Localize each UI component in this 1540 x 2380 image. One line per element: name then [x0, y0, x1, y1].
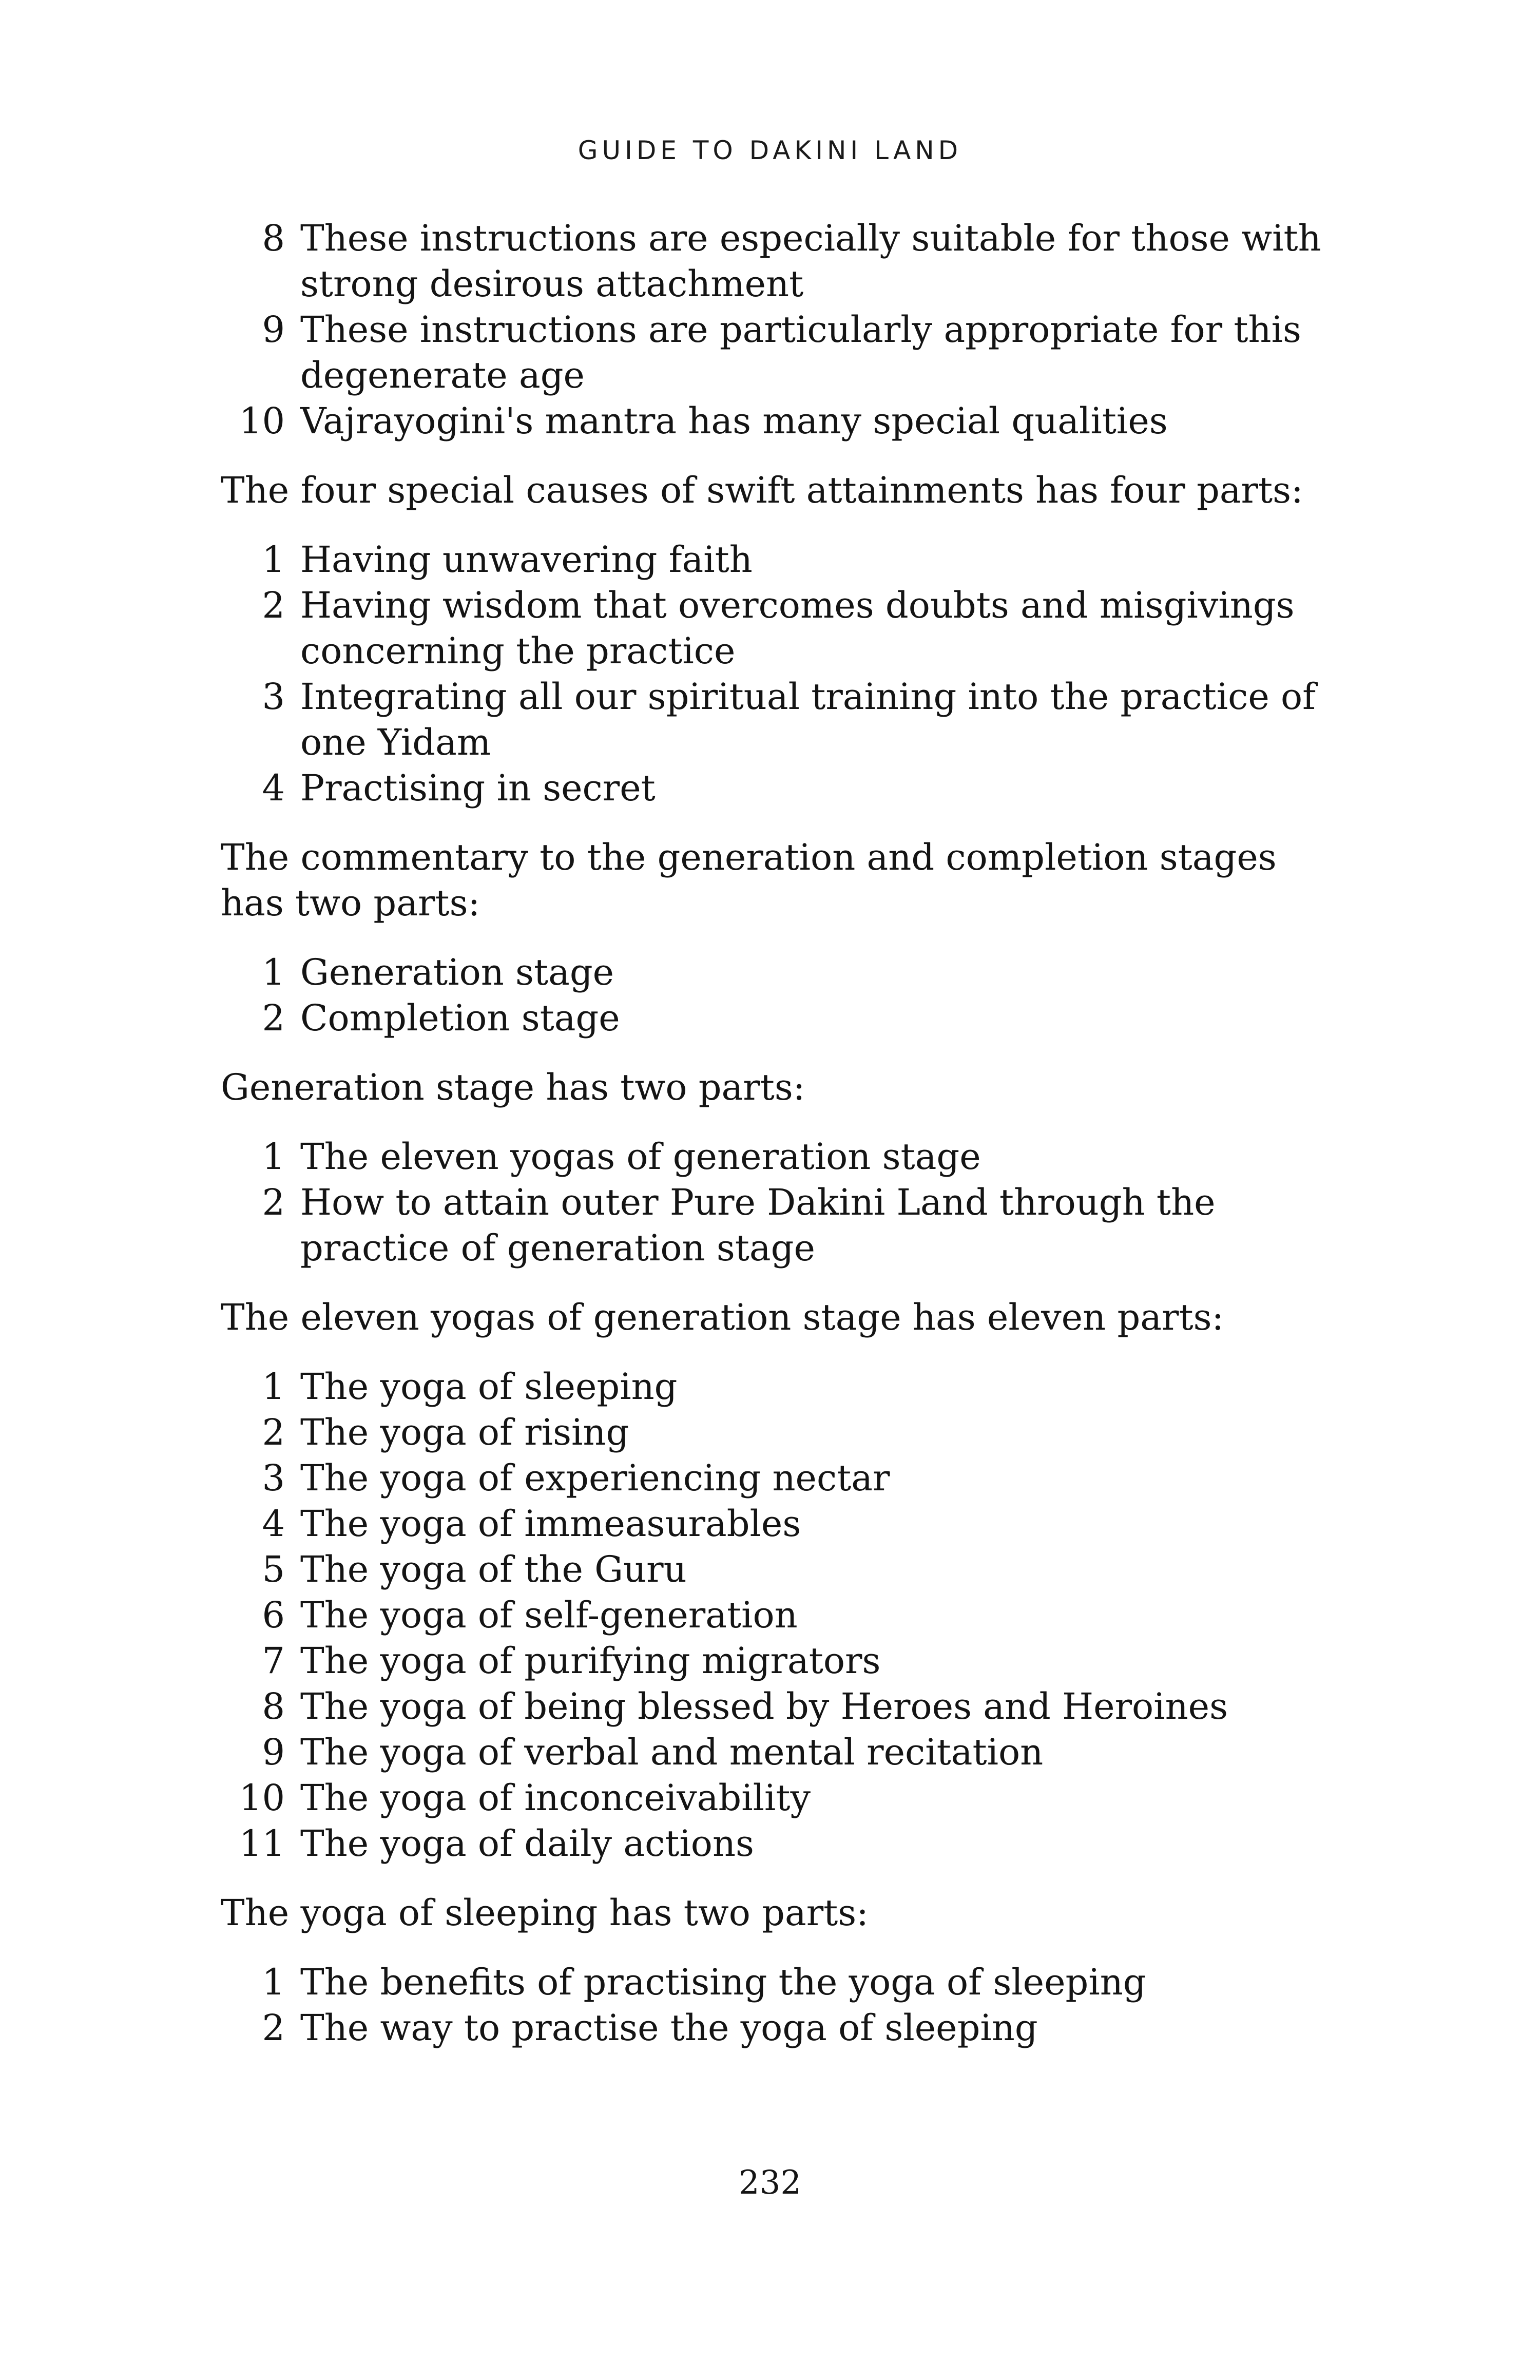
list-item-text: The yoga of being blessed by Heroes and Heroines: [300, 1685, 1228, 1728]
list-item: [221, 765, 1350, 811]
list-item: [221, 1455, 1350, 1501]
list-item-text: The yoga of rising: [300, 1411, 629, 1453]
numbered-outline-list: [221, 1134, 1350, 1271]
list-item-text: The yoga of purifying migrators: [300, 1640, 881, 1682]
list-item-number: 11: [239, 1822, 285, 1865]
list-item-number: 1: [262, 1961, 285, 2003]
list-item-text: The yoga of the Guru: [300, 1548, 687, 1590]
list-item: [221, 950, 1350, 995]
list-item: [221, 1180, 1350, 1271]
list-item: [221, 1364, 1350, 1410]
section-intro-paragraph: Generation stage has two parts:: [221, 1066, 805, 1108]
list-item: [221, 995, 1350, 1041]
list-item-text: Generation stage: [300, 951, 614, 993]
list-item-text: The yoga of self-generation: [300, 1594, 798, 1636]
list-item-text: Having unwavering faith: [300, 539, 753, 581]
list-item: [221, 398, 1350, 444]
list-item-text: The yoga of daily actions: [300, 1822, 754, 1865]
list-item-number: 1: [262, 951, 285, 993]
list-item-text: How to attain outer Pure Dakini Land through the practice of generation stage: [300, 1181, 1216, 1269]
list-item-number: 8: [262, 217, 285, 259]
list-item: [221, 1821, 1350, 1867]
list-item-number: 6: [262, 1594, 285, 1636]
list-item: [221, 1547, 1350, 1592]
numbered-outline-list: [221, 1364, 1350, 1867]
list-item-text: The yoga of immeasurables: [300, 1503, 801, 1545]
list-item-number: 1: [262, 1136, 285, 1178]
list-item-number: 9: [262, 1731, 285, 1773]
list-item-number: 3: [262, 1457, 285, 1499]
list-item-text: Completion stage: [300, 997, 620, 1039]
list-item-number: 2: [262, 584, 285, 626]
numbered-outline-list: [221, 950, 1350, 1041]
list-item-text: The eleven yogas of generation stage: [300, 1136, 981, 1178]
list-item: [221, 1638, 1350, 1684]
numbered-outline-list: [221, 216, 1350, 444]
section-intro-paragraph: The commentary to the generation and completion stages has two parts:: [221, 836, 1277, 924]
list-item-number: 2: [262, 1411, 285, 1453]
numbered-outline-list: [221, 537, 1350, 811]
list-item: [221, 1134, 1350, 1180]
list-item-number: 10: [239, 400, 285, 442]
section-intro-paragraph: The eleven yogas of generation stage has eleven parts:: [221, 1296, 1224, 1338]
page-content: [221, 216, 1350, 2075]
list-item-number: 1: [262, 539, 285, 581]
list-item: [221, 674, 1350, 765]
list-item-number: 2: [262, 997, 285, 1039]
list-item-text: These instructions are especially suitable for those with strong desirous attachment: [300, 217, 1321, 305]
list-item-number: 2: [262, 2007, 285, 2049]
list-item-text: Integrating all our spiritual training into the practice of one Yidam: [300, 676, 1316, 763]
list-item-number: 1: [262, 1366, 285, 1408]
numbered-outline-list: [221, 1960, 1350, 2051]
list-item-number: 7: [262, 1640, 285, 1682]
list-item: [221, 1960, 1350, 2005]
list-item: [221, 1592, 1350, 1638]
list-item-text: The yoga of inconceivability: [300, 1777, 811, 1819]
list-item-text: Practising in secret: [300, 767, 656, 809]
list-item-number: 3: [262, 676, 285, 718]
list-item-number: 4: [262, 1503, 285, 1545]
list-item-text: Having wisdom that overcomes doubts and misgivings concerning the practice: [300, 584, 1295, 672]
list-item-number: 5: [262, 1548, 285, 1590]
list-item: [221, 307, 1350, 398]
section-intro-paragraph: The yoga of sleeping has two parts:: [221, 1892, 869, 1934]
list-item-number: 2: [262, 1181, 285, 1223]
list-item-number: 8: [262, 1685, 285, 1728]
list-item: [221, 1684, 1350, 1730]
list-item-text: The way to practise the yoga of sleeping: [300, 2007, 1038, 2049]
list-item-text: The benefits of practising the yoga of sleeping: [300, 1961, 1146, 2003]
list-item: [221, 583, 1350, 674]
running-head: GUIDE TO DAKINI LAND: [578, 136, 962, 165]
list-item: [221, 1775, 1350, 1821]
section-intro-paragraph: The four special causes of swift attainments has four parts:: [221, 469, 1303, 511]
page-number: 232: [738, 2164, 802, 2202]
list-item-number: 4: [262, 767, 285, 809]
list-item: [221, 1501, 1350, 1547]
list-item-text: The yoga of sleeping: [300, 1366, 678, 1408]
list-item: [221, 1410, 1350, 1455]
list-item-text: The yoga of verbal and mental recitation: [300, 1731, 1044, 1773]
list-item: [221, 1730, 1350, 1775]
list-item-text: The yoga of experiencing nectar: [300, 1457, 890, 1499]
list-item: [221, 216, 1350, 307]
list-item-number: 9: [262, 309, 285, 351]
list-item-number: 10: [239, 1777, 285, 1819]
list-item: [221, 2005, 1350, 2051]
list-item: [221, 537, 1350, 583]
list-item-text: Vajrayogini's mantra has many special qualities: [300, 400, 1168, 442]
list-item-text: These instructions are particularly appropriate for this degenerate age: [300, 309, 1301, 396]
